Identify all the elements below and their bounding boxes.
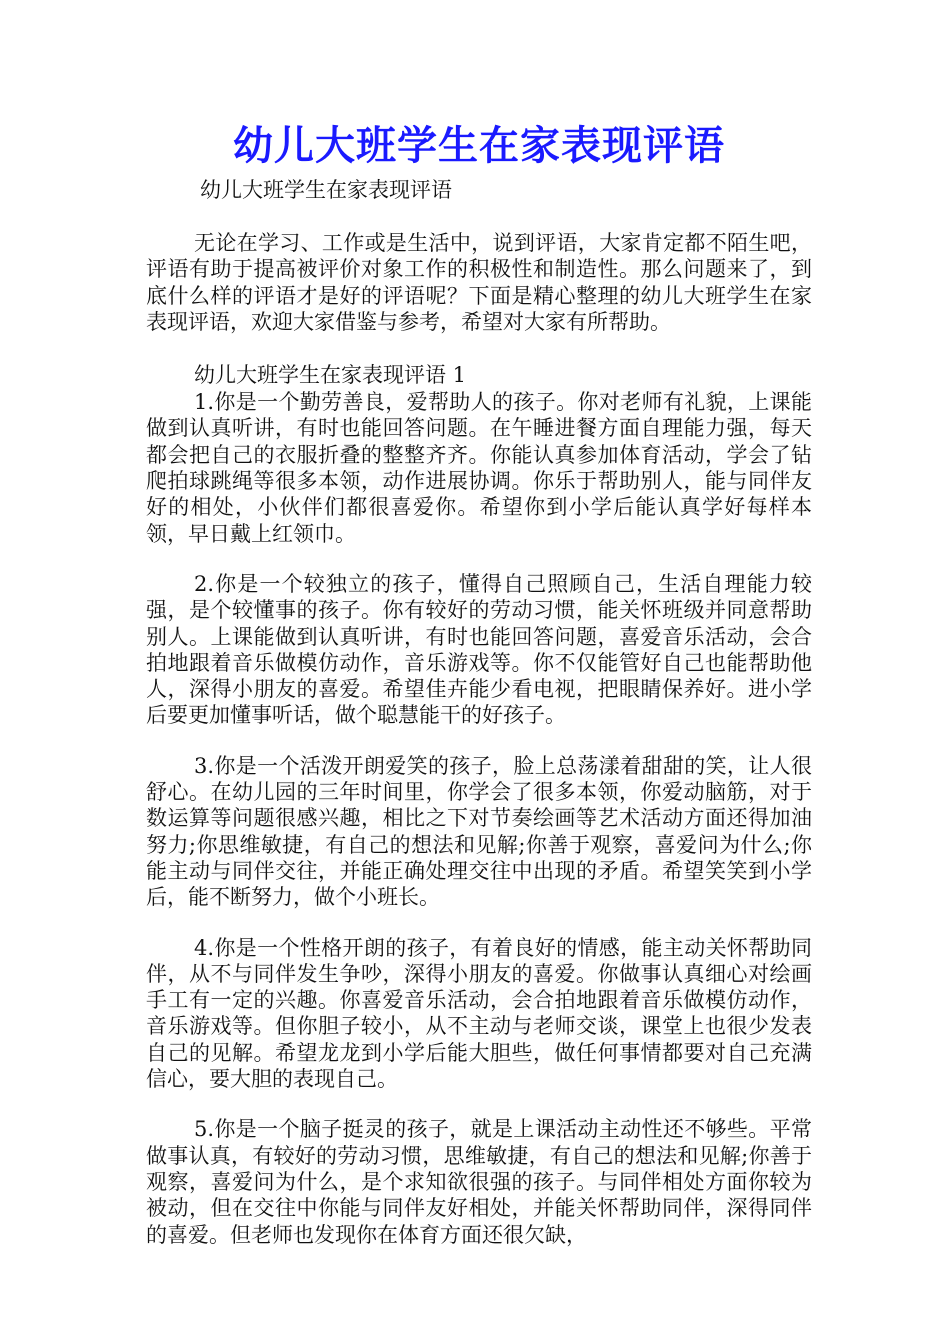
spacer [146, 335, 812, 361]
spacer [146, 729, 812, 753]
document-subtitle: 幼儿大班学生在家表现评语 [200, 178, 452, 202]
intro-paragraph: 无论在学习、工作或是生活中，说到评语，大家肯定都不陌生吧，评语有助于提高被评价对象工作的积极性和制造性。那么问题来了，到底什么样的评语才是好的评语呢？下面是精心整理的幼儿大班学生在家表现评语，欢迎大家借鉴与参考，希望对大家有所帮助。 [146, 231, 812, 334]
spacer [146, 911, 812, 935]
spacer [146, 1092, 812, 1116]
comment-paragraph-5: 5.你是一个脑子挺灵的孩子，就是上课活动主动性还不够些。平常做事认真，有较好的劳动习惯，思维敏捷，有自己的想法和见解;你善于观察，喜爱问为什么，是个求知欲很强的孩子。与同伴相处方面你较为被动，但在交往中你能与同伴友好相处，并能关怀帮助同伴，深得同伴的喜爱。但老师也发现你在体育方面还很欠缺， [146, 1117, 812, 1247]
section-heading: 幼儿大班学生在家表现评语 1 [194, 363, 467, 388]
spacer [146, 547, 812, 571]
comment-paragraph-2: 2.你是一个较独立的孩子，懂得自己照顾自己，生活自理能力较强，是个较懂事的孩子。你有较好的劳动习惯，能关怀班级并同意帮助别人。上课能做到认真听讲，有时也能回答问题，喜爱音乐活动，会合拍地跟着音乐做模仿动作，音乐游戏等。你不仅能管好自己也能帮助他人，深得小朋友的喜爱。希望佳卉能少看电视，把眼睛保养好。进小学后要更加懂事听话，做个聪慧能干的好孩子。 [146, 571, 812, 728]
spacer [146, 204, 812, 230]
document-page [146, 118, 812, 1248]
comment-paragraph-3: 3.你是一个活泼开朗爱笑的孩子，脸上总荡漾着甜甜的笑，让人很舒心。在幼儿园的三年时间里，你学会了很多本领，你爱动脑筋，对于数运算等问题很感兴趣，相比之下对节奏绘画等艺术活动方面还得加油努力;你思维敏捷，有自己的想法和见解;你善于观察，喜爱问为什么;你能主动与同伴交往，并能正确处理交往中出现的矛盾。希望笑笑到小学后，能不断努力，做个小班长。 [146, 753, 812, 910]
document-title: 幼儿大班学生在家表现评语 [233, 122, 725, 169]
comment-paragraph-4: 4.你是一个性格开朗的孩子，有着良好的情感，能主动关怀帮助同伴，从不与同伴发生争吵，深得小朋友的喜爱。你做事认真细心对绘画手工有一定的兴趣。你喜爱音乐活动，会合拍地跟着音乐做模仿动作，音乐游戏等。但你胆子较小，从不主动与老师交谈，课堂上也很少发表自己的见解。希望龙龙到小学后能大胆些，做任何事情都要对自己充满信心，要大胆的表现自己。 [146, 935, 812, 1092]
comment-paragraph-1: 1.你是一个勤劳善良，爱帮助人的孩子。你对老师有礼貌，上课能做到认真听讲，有时也能回答问题。在午睡进餐方面自理能力强，每天都会把自己的衣服折叠的整整齐齐。你能认真参加体育活动，学会了钻爬拍球跳绳等很多本领，动作进展协调。你乐于帮助别人，能与同伴友好的相处，小伙伴们都很喜爱你。希望你到小学后能认真学好每样本领，早日戴上红领巾。 [146, 390, 812, 546]
